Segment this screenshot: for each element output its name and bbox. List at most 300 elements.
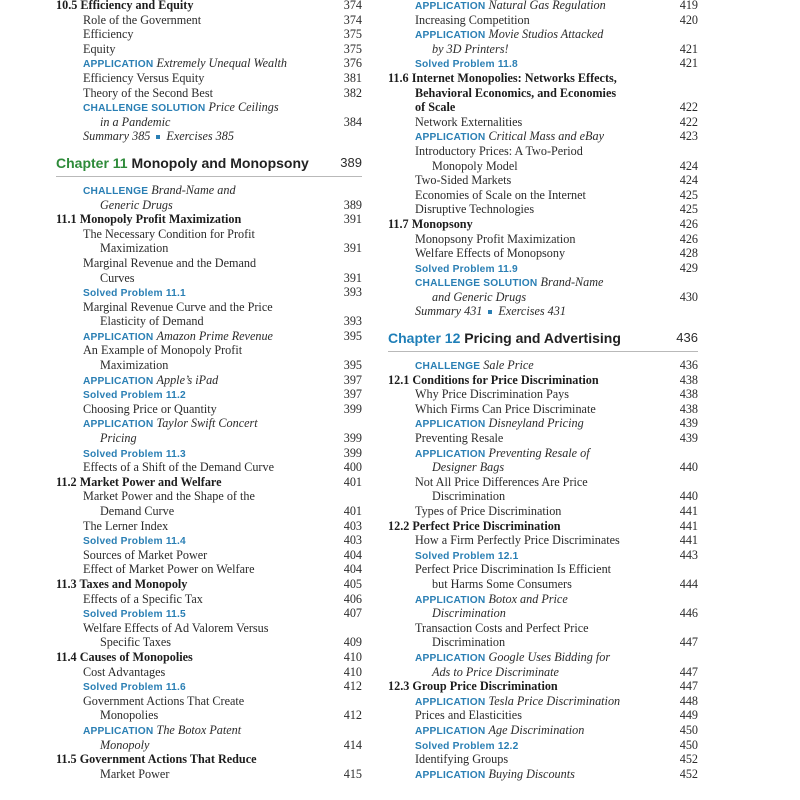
toc-entry [56, 548, 362, 563]
toc-entry [388, 738, 698, 753]
entry-title: Market Power [100, 766, 170, 781]
feature-title: The Botox Patent [156, 722, 242, 737]
feature-label: APPLICATION [415, 419, 486, 431]
entry-title: Generic Drugs [100, 197, 173, 212]
page-number: 450 [679, 737, 698, 752]
toc-entry [56, 431, 362, 446]
page-number: 393 [343, 314, 362, 329]
entry-title: Curves [100, 270, 135, 285]
entry-title: Monopsony Profit Maximization [415, 231, 576, 246]
toc-entry [56, 86, 362, 101]
entry-title: Behavioral Economics, and Economies [415, 85, 617, 100]
page-number: 393 [343, 285, 362, 300]
toc-entry [388, 650, 698, 665]
toc-entry [56, 577, 362, 592]
toc-entry [388, 460, 698, 475]
entry-title: Choosing Price or Quantity [83, 401, 217, 416]
toc-entry [388, 56, 698, 71]
feature-label: APPLICATION [415, 132, 486, 144]
entry-title: Sources of Market Power [83, 547, 208, 562]
page-number: 440 [679, 460, 698, 475]
page-number: 391 [343, 270, 362, 285]
entry-title: Effects of a Specific Tax [83, 591, 203, 606]
feature-label: APPLICATION [415, 1, 486, 12]
chapter-number: Chapter 11 Monopoly and Monopsony [56, 154, 309, 171]
entry-title: 12.1 Conditions for Price Discrimination [388, 372, 599, 387]
spacer [388, 319, 698, 329]
page-number: 440 [679, 489, 698, 504]
entry-title: Designer Bags [432, 460, 505, 475]
page-number: 374 [343, 12, 362, 27]
page-number: 443 [679, 547, 698, 562]
toc-entry [56, 387, 362, 402]
page-number: 426 [679, 216, 698, 231]
toc-entry [388, 431, 698, 446]
page-number: 421 [679, 41, 698, 56]
page-number: 400 [343, 460, 362, 475]
page-number: 429 [679, 260, 698, 275]
page-number: 441 [679, 533, 698, 548]
entry-title: Discrimination [432, 489, 506, 504]
page-number: 401 [343, 504, 362, 518]
feature-title: Tesla Price Discrimination [488, 693, 621, 708]
entry-title: Welfare Effects of Ad Valorem Versus [83, 620, 269, 635]
toc-entry [56, 723, 362, 738]
page-number: 399 [343, 445, 362, 460]
toc-entry [56, 519, 362, 534]
solved-problem-label: Solved Problem 11.8 [415, 59, 518, 71]
toc-entry [388, 402, 698, 417]
page-number: 409 [343, 635, 362, 650]
toc-entry [56, 256, 362, 271]
toc-entry [56, 0, 362, 13]
entry-title: 11.1 Monopoly Profit Maximization [56, 212, 242, 227]
toc-entry [388, 173, 698, 188]
feature-title: Brand-Name [540, 275, 604, 290]
page-number: 436 [676, 330, 698, 346]
entry-title: Efficiency [83, 27, 134, 42]
toc-entry [56, 489, 362, 504]
page-number: 444 [679, 576, 698, 591]
entry-title: Economies of Scale on the Internet [415, 187, 586, 202]
toc-entry [388, 373, 698, 388]
page-number: 439 [679, 431, 698, 446]
toc-entry [388, 115, 698, 130]
feature-title: Age Discrimination [488, 722, 585, 737]
chapter-heading [56, 154, 362, 177]
page-number: 438 [679, 401, 698, 416]
feature-label: APPLICATION [83, 331, 154, 343]
toc-entry [388, 27, 698, 42]
page-number: 389 [343, 197, 362, 212]
page-number: 389 [340, 154, 362, 170]
page-number: 425 [679, 187, 698, 202]
entry-title: Increasing Competition [415, 12, 530, 27]
toc-entry [56, 592, 362, 607]
feature-label: APPLICATION [83, 725, 154, 737]
page-number: 395 [343, 358, 362, 373]
toc-entry [388, 232, 698, 247]
entry-title: 11.4 Causes of Monopolies [56, 649, 193, 664]
toc-entry [56, 56, 362, 71]
feature-label: APPLICATION [415, 30, 486, 42]
page-number: 381 [343, 70, 362, 85]
toc-entry [56, 285, 362, 300]
toc-entry [56, 314, 362, 329]
page-number: 407 [343, 606, 362, 621]
feature-label: APPLICATION [415, 769, 486, 781]
page-number: 403 [343, 533, 362, 548]
page-number: 421 [679, 56, 698, 71]
page-number: 399 [343, 401, 362, 416]
toc-entry [388, 217, 698, 232]
toc-entry [388, 548, 698, 563]
feature-label: APPLICATION [415, 652, 486, 664]
toc-entry [56, 100, 362, 115]
feature-title: Apple’s iPad [156, 372, 219, 387]
page-number: 401 [343, 474, 362, 489]
feature-label: APPLICATION [415, 725, 486, 737]
entry-title: Effects of a Shift of the Demand Curve [83, 460, 274, 475]
entry-title: Discrimination [432, 635, 506, 650]
toc-entry [388, 475, 698, 490]
entry-title: Elasticity of Demand [100, 314, 204, 329]
page-number: 422 [679, 100, 698, 115]
feature-label: APPLICATION [415, 594, 486, 606]
toc-entry [388, 246, 698, 261]
toc-entry [388, 621, 698, 636]
exercises-label: Exercises [498, 304, 545, 319]
toc-entry [388, 100, 698, 115]
toc-entry [388, 519, 698, 534]
entry-title: Monopoly Model [432, 158, 518, 173]
chapter-number: Chapter 12 Pricing and Advertising [388, 330, 621, 347]
solved-problem-label: Solved Problem 11.9 [415, 263, 518, 275]
entry-title: 10.5 Efficiency and Equity [56, 0, 194, 12]
toc-entry [56, 504, 362, 519]
toc-entry [56, 752, 362, 767]
feature-title: Movie Studios Attacked [488, 27, 604, 42]
chapter-heading [388, 329, 698, 352]
page-number: 406 [343, 591, 362, 606]
page-number: 412 [343, 708, 362, 723]
entry-title: Monopoly [100, 737, 150, 752]
entry-title: Transaction Costs and Perfect Price [415, 620, 589, 635]
entry-title: Monopolies [100, 708, 159, 723]
feature-label: APPLICATION [83, 419, 154, 431]
entry-title: Not All Price Differences Are Price [415, 474, 588, 489]
spacer [56, 144, 362, 154]
page-number: 403 [343, 518, 362, 533]
chapter-title: Monopoly and Monopsony [131, 154, 309, 171]
feature-label: APPLICATION [415, 696, 486, 708]
page-number: 447 [679, 635, 698, 650]
page-number: 450 [679, 722, 698, 737]
feature-title: Google Uses Bidding for [488, 649, 611, 664]
page-number: 425 [679, 202, 698, 217]
page-number: 420 [679, 12, 698, 27]
page-number: 404 [343, 562, 362, 577]
solved-problem-label: Solved Problem 11.4 [83, 536, 186, 548]
entry-title: 11.6 Internet Monopolies: Networks Effects, [388, 70, 617, 85]
toc-entry [56, 129, 362, 144]
feature-title: Disneyland Pricing [488, 416, 584, 431]
page-number: 375 [343, 27, 362, 42]
feature-title: Critical Mass and eBay [488, 129, 604, 144]
solved-problem-label: Solved Problem 11.5 [83, 609, 186, 621]
toc-entry [56, 300, 362, 315]
toc-entry [56, 416, 362, 431]
toc-entry [388, 188, 698, 203]
toc-entry [388, 694, 698, 709]
toc-entry [56, 621, 362, 636]
page-number: 424 [679, 173, 698, 188]
page-number: 391 [343, 212, 362, 227]
feature-title: Natural Gas Regulation [488, 0, 606, 12]
page-number: 422 [679, 114, 698, 129]
toc-entry [56, 358, 362, 373]
toc-entry [388, 708, 698, 723]
toc-entry [388, 202, 698, 217]
toc-entry [388, 358, 698, 373]
toc-entry [388, 533, 698, 548]
toc-entry [56, 241, 362, 256]
toc-entry [56, 27, 362, 42]
solved-problem-label: Solved Problem 11.3 [83, 448, 186, 460]
toc-entry [56, 13, 362, 28]
page-number: 376 [343, 56, 362, 71]
toc-entry [388, 71, 698, 86]
exercises-page: 385 [215, 129, 234, 144]
entry-title: Demand Curve [100, 504, 175, 518]
exercises-page: 431 [547, 304, 566, 319]
feature-title: Buying Discounts [488, 766, 575, 781]
toc-entry [388, 577, 698, 592]
feature-title: Taylor Swift Concert [156, 416, 258, 431]
toc-entry [388, 416, 698, 431]
entry-title: and Generic Drugs [432, 289, 527, 304]
toc-entry [56, 679, 362, 694]
entry-title: Discrimination [432, 606, 506, 621]
page-number: 430 [679, 289, 698, 304]
page-number: 399 [343, 431, 362, 446]
entry-title: An Example of Monopoly Profit [83, 343, 243, 358]
page-number: 374 [343, 0, 362, 12]
page-number: 449 [679, 708, 698, 723]
entry-title: Pricing [100, 431, 137, 446]
summary-page: 385 [132, 129, 151, 144]
toc-column-left [56, 0, 362, 781]
entry-title: 11.5 Government Actions That Reduce [56, 752, 257, 767]
toc-entry [56, 694, 362, 709]
page-number: 447 [679, 679, 698, 694]
entry-title: Welfare Effects of Monopsony [415, 246, 566, 261]
entry-title: Maximization [100, 241, 169, 256]
entry-title: Types of Price Discrimination [415, 504, 562, 518]
entry-title: Efficiency Versus Equity [83, 70, 205, 85]
page-number: 412 [343, 679, 362, 694]
page-number: 391 [343, 241, 362, 256]
entry-title: Theory of the Second Best [83, 85, 213, 100]
toc-entry [388, 606, 698, 621]
entry-title: Specific Taxes [100, 635, 172, 650]
page-number: 439 [679, 416, 698, 431]
entry-title: Identifying Groups [415, 752, 509, 767]
bullet-square [488, 310, 492, 314]
entry-title: Equity [83, 41, 116, 56]
toc-entry [388, 665, 698, 680]
toc-entry [388, 504, 698, 519]
toc-entry [388, 446, 698, 461]
page-number: 414 [343, 737, 362, 752]
page-number: 428 [679, 246, 698, 261]
toc-entry [388, 275, 698, 290]
toc-entry [56, 767, 362, 782]
toc-entry [388, 635, 698, 650]
toc-entry [56, 533, 362, 548]
toc-entry [388, 290, 698, 305]
feature-label: CHALLENGE SOLUTION [415, 278, 538, 290]
entry-title: The Lerner Index [83, 518, 169, 533]
solved-problem-label: Solved Problem 11.6 [83, 682, 186, 694]
toc-entry [388, 562, 698, 577]
page-number: 404 [343, 547, 362, 562]
entry-title: 12.2 Perfect Price Discrimination [388, 518, 561, 533]
exercises-label: Exercises [166, 129, 213, 144]
entry-title: Introductory Prices: A Two-Period [415, 143, 583, 158]
page-number: 382 [343, 85, 362, 100]
toc-entry [56, 475, 362, 490]
page-number: 452 [679, 766, 698, 781]
page-number: 438 [679, 387, 698, 402]
feature-title: Sale Price [483, 358, 534, 373]
toc-entry [388, 42, 698, 57]
entry-title: 11.3 Taxes and Monopoly [56, 576, 188, 591]
page-number: 410 [343, 649, 362, 664]
entry-title: Two-Sided Markets [415, 173, 512, 188]
toc-entry [56, 738, 362, 753]
page-number: 397 [343, 387, 362, 402]
bullet-square [156, 135, 160, 139]
feature-title: Price Ceilings [208, 100, 279, 115]
toc-entry [56, 227, 362, 242]
toc-entry [56, 71, 362, 86]
toc-entry [56, 212, 362, 227]
page-number: 438 [679, 372, 698, 387]
toc-entry [56, 402, 362, 417]
entry-title: Disruptive Technologies [415, 202, 535, 217]
feature-title: Botox and Price [488, 591, 568, 606]
toc-entry [56, 343, 362, 358]
page-number: 423 [679, 129, 698, 144]
page-number: 436 [679, 358, 698, 373]
entry-title: Why Price Discrimination Pays [415, 387, 570, 402]
entry-title: but Harms Some Consumers [432, 576, 572, 591]
toc-entry [388, 489, 698, 504]
entry-title: Network Externalities [415, 114, 523, 129]
entry-title: Effect of Market Power on Welfare [83, 562, 255, 577]
toc-entry [56, 183, 362, 198]
solved-problem-label: Solved Problem 12.1 [415, 550, 519, 562]
page-number: 424 [679, 158, 698, 173]
entry-title: The Necessary Condition for Profit [83, 226, 255, 241]
entry-title: Prices and Elasticities [415, 708, 522, 723]
toc-entry [388, 144, 698, 159]
feature-label: APPLICATION [83, 375, 154, 387]
solved-problem-label: Solved Problem 11.2 [83, 390, 186, 402]
toc-entry [56, 373, 362, 388]
toc-entry [388, 86, 698, 101]
entry-title: Maximization [100, 358, 169, 373]
toc-entry [388, 592, 698, 607]
feature-label: CHALLENGE [83, 185, 149, 197]
page-number: 375 [343, 41, 362, 56]
page-number: 452 [679, 752, 698, 767]
toc-column-right [388, 0, 698, 781]
toc-entry [388, 304, 698, 319]
entry-title: Cost Advantages [83, 664, 166, 679]
feature-label: CHALLENGE [415, 361, 481, 373]
solved-problem-label: Solved Problem 12.2 [415, 740, 519, 752]
toc-entry [56, 446, 362, 461]
toc-entry [388, 767, 698, 782]
toc-entry [388, 0, 698, 13]
entry-title: How a Firm Perfectly Price Discriminates [415, 533, 620, 548]
toc-entry [56, 708, 362, 723]
entry-title: Market Power and the Shape of the [83, 489, 255, 504]
entry-title: Government Actions That Create [83, 693, 245, 708]
summary-page: 431 [464, 304, 483, 319]
toc-entry [56, 271, 362, 286]
page-number: 446 [679, 606, 698, 621]
toc-entry [56, 606, 362, 621]
entry-title: 11.7 Monopsony [388, 216, 473, 231]
toc-entry [56, 635, 362, 650]
page-number: 395 [343, 328, 362, 343]
page-number: 448 [679, 693, 698, 708]
feature-label: APPLICATION [415, 448, 486, 460]
toc-entry [388, 387, 698, 402]
entry-title: Ads to Price Discriminate [432, 664, 559, 679]
feature-label: APPLICATION [83, 59, 154, 71]
page-number: 410 [343, 664, 362, 679]
toc-entry [56, 198, 362, 213]
entry-title: of Scale [415, 100, 456, 115]
entry-title [415, 304, 566, 319]
entry-title [83, 129, 234, 144]
entry-title: Role of the Government [83, 12, 202, 27]
toc-entry [56, 42, 362, 57]
feature-title: Amazon Prime Revenue [156, 328, 273, 343]
toc-entry [56, 665, 362, 680]
entry-title: Perfect Price Discrimination Is Efficient [415, 562, 612, 577]
toc-entry [388, 679, 698, 694]
feature-title: Preventing Resale of [488, 445, 590, 460]
page-number: 441 [679, 504, 698, 518]
entry-title: by 3D Printers! [432, 41, 509, 56]
entry-title: Which Firms Can Price Discriminate [415, 401, 596, 416]
summary-label: Summary [415, 304, 462, 319]
toc-entry [56, 650, 362, 665]
page-number: 415 [343, 766, 362, 781]
feature-label: CHALLENGE SOLUTION [83, 103, 206, 115]
entry-title: 11.2 Market Power and Welfare [56, 474, 222, 489]
toc-entry [56, 460, 362, 475]
page-number: 397 [343, 372, 362, 387]
toc-entry [388, 752, 698, 767]
toc-entry [56, 329, 362, 344]
page-number: 447 [679, 664, 698, 679]
